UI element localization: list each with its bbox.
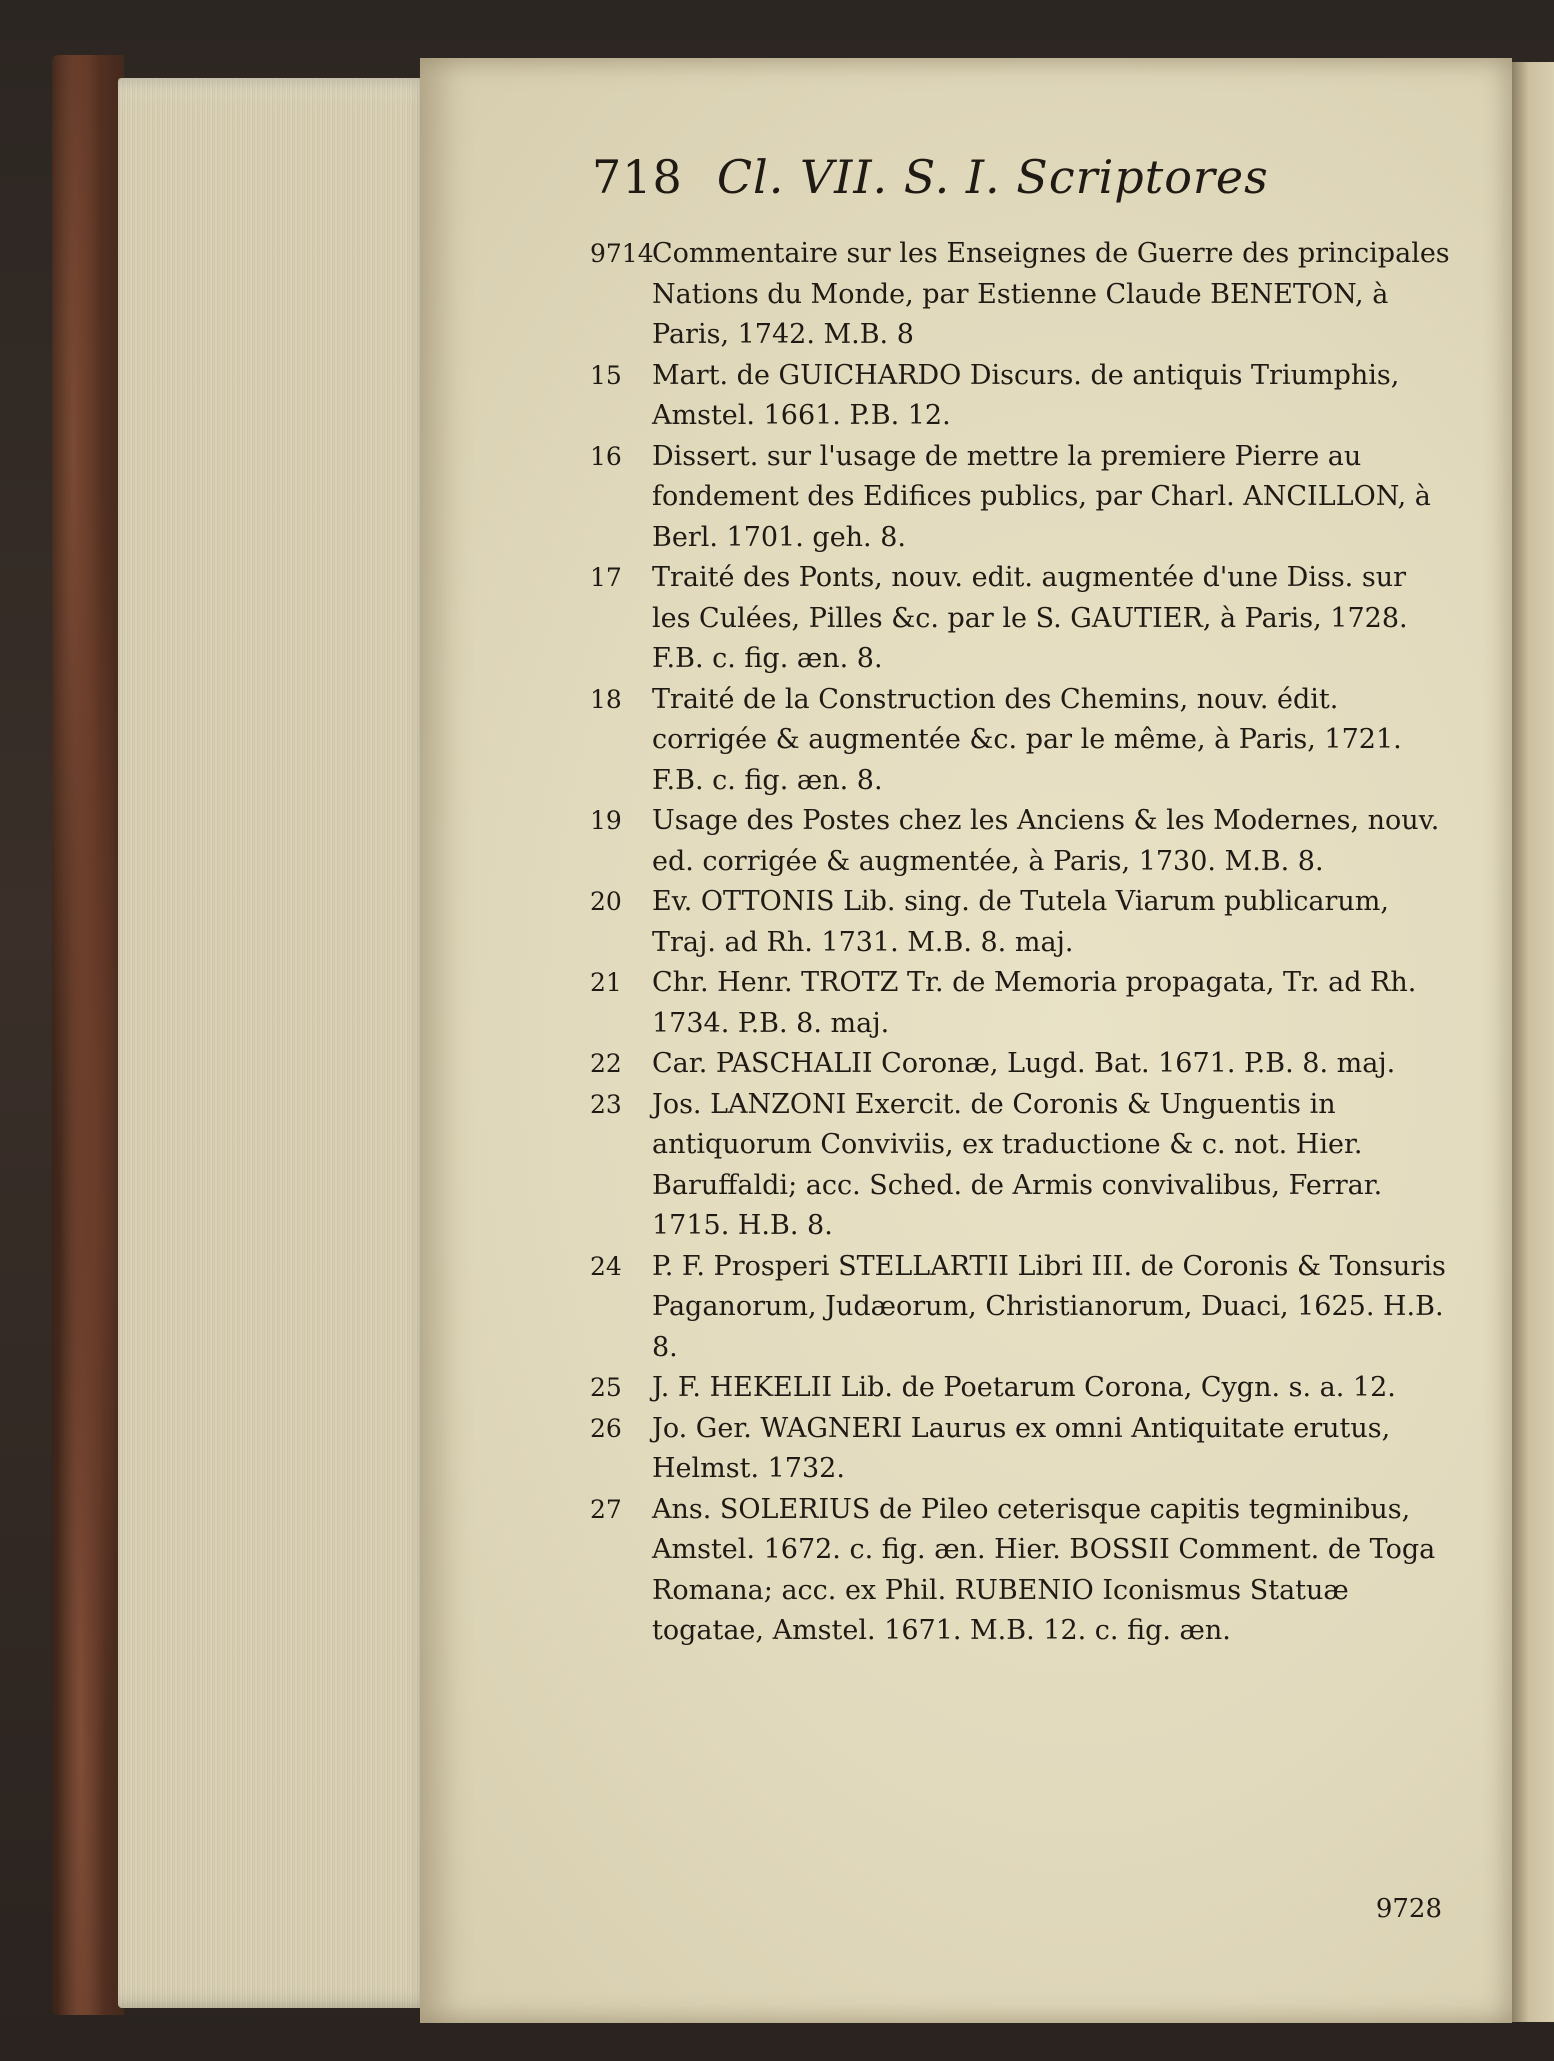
bibliography-entry <box>590 1044 1450 1085</box>
entry-number: 25 <box>590 1373 622 1402</box>
page-number: 718 <box>592 150 683 204</box>
entry-number: 20 <box>590 887 622 916</box>
entry-text: Chr. Henr. TROTZ Tr. de Memoria propagata, Tr. ad Rh. 1734. P.B. 8. maj. <box>652 967 1417 1039</box>
bibliography-entry <box>590 437 1450 559</box>
entry-text: Traité de la Construction des Chemins, nouv. édit. corrigée & augmentée &c. par le même, à Paris, 1721. F.B. c. fig. æn. 8. <box>652 683 1402 796</box>
bibliography-entry <box>590 558 1450 680</box>
bibliography-entry <box>590 882 1450 963</box>
page-block-edge <box>118 78 438 2008</box>
bibliography-entry <box>590 1085 1450 1247</box>
entry-text: Dissert. sur l'usage de mettre la premiere Pierre au fondement des Edifices publics, par Charl. ANCILLON, à Berl. 1701. geh. 8. <box>652 440 1431 553</box>
entry-text: Ans. SOLERIUS de Pileo ceterisque capitis tegminibus, Amstel. 1672. c. fig. æn. Hier. BOSSII Comment. de Toga Romana; acc. ex Phil. RUBENIO Iconismus Statuæ togatae, Amstel. 1671. M.B. 12. c. fig. æn. <box>652 1493 1436 1646</box>
entry-number: 16 <box>590 441 622 471</box>
entry-number: 26 <box>590 1413 622 1443</box>
entry-text: Usage des Postes chez les Anciens & les Modernes, nouv. ed. corrigée & augmentée, à Paris, 1730. M.B. 8. <box>652 805 1440 877</box>
bibliography-entry <box>590 963 1450 1044</box>
entry-text: Traité des Ponts, nouv. edit. augmentée d'une Diss. sur les Culées, Pilles &c. par le S. GAUTIER, à Paris, 1728. F.B. c. fig. æn. 8. <box>652 562 1408 674</box>
entry-text: P. F. Prosperi STELLARTII Libri III. de Coronis & Tonsuris Paganorum, Judæorum, Christianorum, Duaci, 1625. H.B. 8. <box>652 1250 1446 1363</box>
bibliography-entry <box>590 234 1450 356</box>
entry-text: J. F. HEKELII Lib. de Poetarum Corona, Cygn. s. a. 12. <box>652 1372 1396 1403</box>
entry-number: 23 <box>590 1089 622 1119</box>
entry-number: 15 <box>590 360 622 390</box>
entry-text: Jo. Ger. WAGNERI Laurus ex omni Antiquitate erutus, Helmst. 1732. <box>652 1412 1391 1484</box>
bibliography-list <box>590 234 1450 1652</box>
page-header <box>590 150 1450 212</box>
running-title: Cl. VII. S. I. Scriptores <box>716 150 1269 204</box>
bibliography-entry <box>590 356 1450 437</box>
catchword: 9728 <box>1375 1894 1442 1924</box>
bibliography-entry <box>590 1409 1450 1490</box>
entry-text: Car. PASCHALII Coronæ, Lugd. Bat. 1671. P.B. 8. maj. <box>652 1048 1396 1079</box>
entry-text: Jos. LANZONI Exercit. de Coronis & Unguentis in antiquorum Conviviis, ex traductione & c. not. Hier. Baruffaldi; acc. Sched. de Armis convivalibus, Ferrar. 1715. H.B. 8. <box>652 1088 1383 1241</box>
entry-number: 22 <box>590 1049 622 1078</box>
page-text <box>590 150 1450 1924</box>
bibliography-entry <box>590 1490 1450 1652</box>
bibliography-entry <box>590 680 1450 802</box>
entry-number: 9714 <box>590 239 654 268</box>
entry-number: 19 <box>590 806 622 835</box>
entry-number: 17 <box>590 563 622 592</box>
entry-number: 21 <box>590 968 622 997</box>
bibliography-entry <box>590 1247 1450 1369</box>
entry-text: Mart. de GUICHARDO Discurs. de antiquis Triumphis, Amstel. 1661. P.B. 12. <box>652 359 1400 431</box>
entry-number: 27 <box>590 1494 622 1524</box>
bibliography-entry <box>590 801 1450 882</box>
adjacent-page-edge <box>1512 62 1554 2022</box>
entry-number: 24 <box>590 1251 622 1281</box>
entry-text: Commentaire sur les Enseignes de Guerre des principales Nations du Monde, par Estienne Claude BENETON, à Paris, 1742. M.B. 8 <box>652 238 1450 350</box>
book-cover-edge <box>52 55 124 2015</box>
entry-number: 18 <box>590 684 622 714</box>
bibliography-entry <box>590 1368 1450 1409</box>
entry-text: Ev. OTTONIS Lib. sing. de Tutela Viarum publicarum, Traj. ad Rh. 1731. M.B. 8. maj. <box>652 886 1389 958</box>
